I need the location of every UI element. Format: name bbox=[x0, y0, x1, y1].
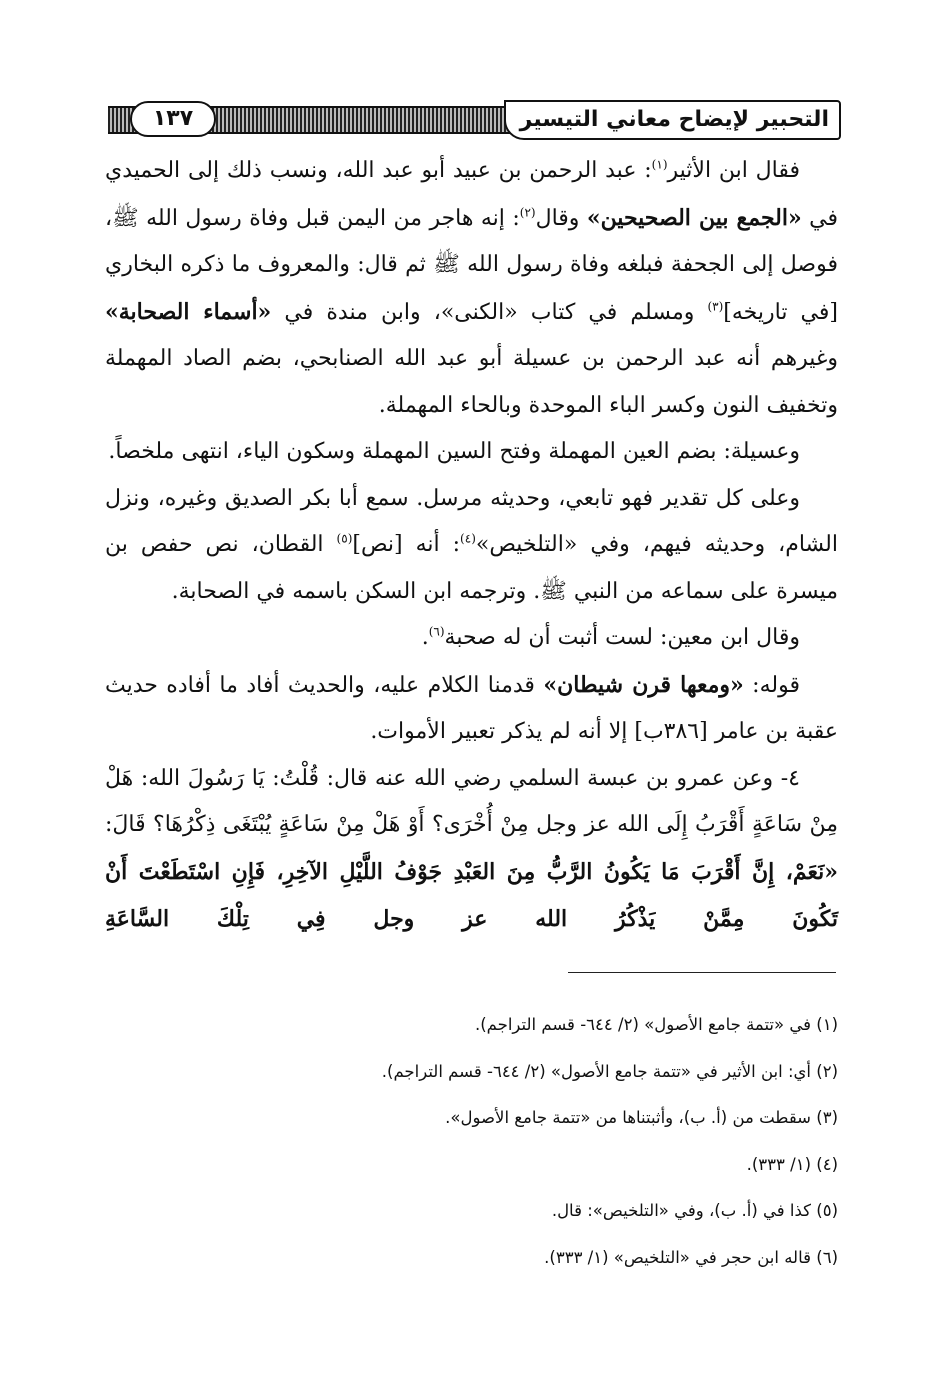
footnote-marker: (١) bbox=[651, 157, 668, 172]
bold-quote: «الجمع بين الصحيحين» bbox=[586, 204, 802, 231]
text-run: فقال ابن الأثير bbox=[667, 158, 800, 183]
text-run: وقال bbox=[535, 205, 587, 231]
footnote-marker: (٣) bbox=[707, 299, 724, 314]
text-run: قدمنا الكلام عليه، والحديث أفاد ما أفاده حديث عقبة بن عامر [٣٨٦ب] إلا أنه لم يذكر تعبير الأموات. bbox=[105, 672, 838, 744]
bold-quote: «ومعها قرن شيطان» bbox=[543, 671, 744, 698]
paragraph-3 bbox=[105, 476, 838, 616]
footnote-marker: (٥) bbox=[336, 531, 353, 546]
text-run: : عبد الرحمن بن عبيد أبو عبد الله، ونسب ذلك إلى الحميدي في bbox=[105, 158, 838, 231]
footnote-marker: (٢) bbox=[519, 205, 536, 220]
footnote-5: (٥) كذا في (أ. ب)، وفي «التلخيص»: قال. bbox=[551, 1201, 838, 1220]
footnote-1: (١) في «تتمة جامع الأصول» (٢/ ٦٤٤- قسم التراجم). bbox=[474, 1015, 838, 1034]
text-run: وعلى كل تقدير فهو تابعي، وحديثه مرسل. سمع أبا بكر الصديق وغيره، ونزل الشام، وحديثه فيهم، وفي «التلخيص» bbox=[105, 485, 838, 557]
footnote-4: (٤) (١/ ٣٣٣). bbox=[746, 1154, 838, 1174]
bold-quote: «نَعَمْ، إِنَّ أَقْرَبَ مَا يَكُونُ الرَّبُّ مِنَ العَبْدِ جَوْفُ اللَّيْلِ الآخِرِ، فَإِنِ اسْتَطَعْتَ أَنْ تَكُونَ مِمَّنْ يَذْكُرُ الله عز وجل فِي تِلْكَ السَّاعَةِ bbox=[105, 858, 838, 932]
footnotes bbox=[105, 1002, 838, 1281]
paragraph-2 bbox=[105, 429, 838, 476]
page-header bbox=[108, 100, 841, 140]
main-text bbox=[105, 148, 838, 944]
text-run: وعسيلة: بضم العين المهملة وفتح السين المهملة وسكون الياء، انتهى ملخصاً. bbox=[108, 439, 800, 464]
text-run: : أنه [نص] bbox=[352, 532, 461, 557]
footnote-3: (٣) سقطت من (أ. ب)، وأثبتناها من «تتمة جامع الأصول». bbox=[445, 1108, 838, 1127]
paragraph-4 bbox=[105, 615, 838, 662]
footnote-6: (٦) قاله ابن حجر في «التلخيص» (١/ ٣٣٣). bbox=[544, 1247, 838, 1267]
text-run: . bbox=[421, 625, 429, 650]
bold-quote: «أسماء الصحابة» bbox=[105, 298, 272, 325]
paragraph-5 bbox=[105, 662, 838, 756]
text-run: وغيرهم أنه عبد الرحمن بن عسيلة أبو عبد الله الصنابحي، بضم الصاد المهملة وتخفيف النون وكسر الباء الموحدة وبالحاء المهملة. bbox=[105, 346, 838, 418]
hadith-paragraph bbox=[105, 756, 838, 944]
paragraph-1 bbox=[105, 148, 838, 429]
text-run: : إنه هاجر من اليمن قبل وفاة رسول الله ﷺ، فوصل إلى الجحفة فبلغه وفاة رسول الله ﷺ ثم قال: والمعروف ما ذكره البخاري [في تاريخه] bbox=[105, 205, 838, 325]
footnote-marker: (٦) bbox=[428, 624, 445, 639]
text-run: القطان، نص حفص بن ميسرة على سماعه من النبي ﷺ. وترجمه ابن السكن باسمه في الصحابة. bbox=[105, 532, 838, 604]
text-run: وقال ابن معين: لست أثبت أن له صحبة bbox=[444, 625, 800, 650]
footnote-marker: (٤) bbox=[460, 531, 476, 546]
footnote-separator bbox=[568, 972, 836, 973]
page-number: ١٣٧ bbox=[130, 101, 216, 137]
footnote-2: (٢) أي: ابن الأثير في «تتمة جامع الأصول» (٢/ ٦٤٤- قسم التراجم). bbox=[381, 1061, 838, 1081]
book-title: التحبير لإيضاح معاني التيسير bbox=[504, 100, 841, 140]
text-run: قوله: bbox=[743, 672, 800, 698]
text-run: ٤- وعن عمرو بن عبسة السلمي رضي الله عنه قال: قُلْتُ: يَا رَسُولَ الله: هَلْ مِنْ سَاعَةٍ أَقْرَبُ إِلَى الله عز وجل مِنْ أُخْرَى؟ أَوْ هَلْ مِنْ سَاعَةٍ يُبْتَغَى ذِكْرُهَا؟ قَالَ: bbox=[105, 765, 838, 837]
text-run: ومسلم في كتاب «الكنى»، وابن مندة في bbox=[271, 299, 708, 325]
